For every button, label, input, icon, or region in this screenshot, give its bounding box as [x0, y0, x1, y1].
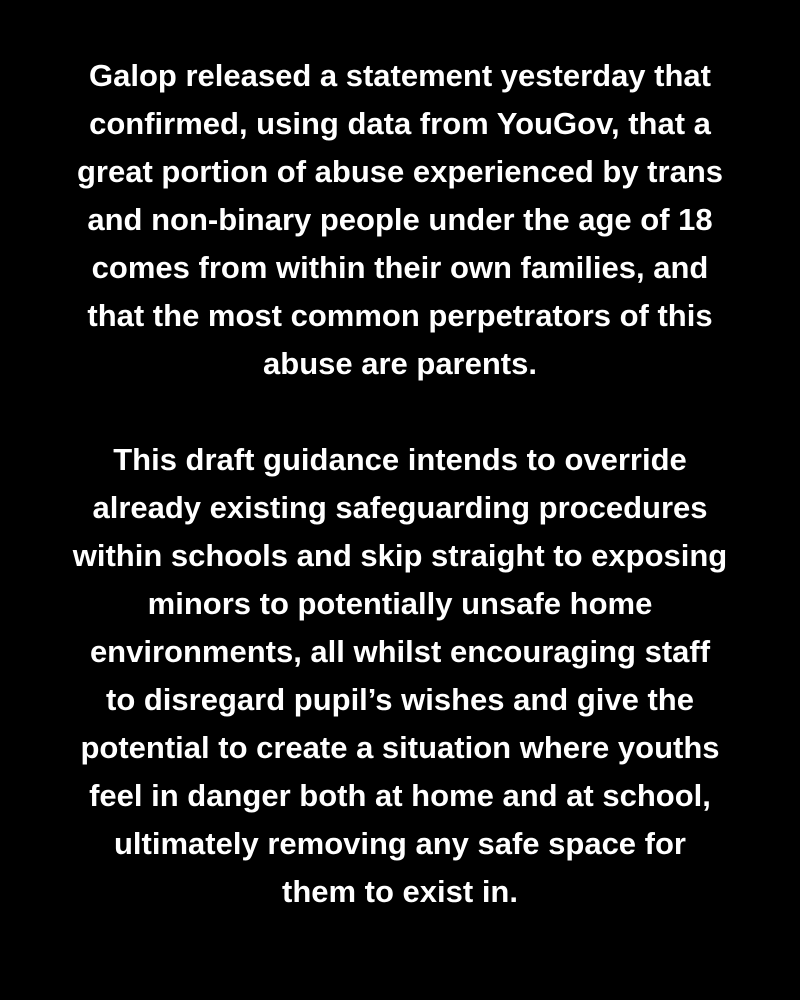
statement-line: within schools and skip straight to exposing — [72, 538, 728, 573]
statement-line: great portion of abuse experienced by trans — [77, 154, 723, 189]
statement-line: confirmed, using data from YouGov, that a — [89, 106, 711, 141]
statement-line: minors to potentially unsafe home — [147, 586, 653, 621]
statement-line: and non-binary people under the age of 18 — [87, 202, 713, 237]
statement-line: them to exist in. — [282, 874, 518, 909]
statement-line: to disregard pupil’s wishes and give the — [106, 682, 694, 717]
statement-line: already existing safeguarding procedures — [92, 490, 708, 525]
statement-line: potential to create a situation where youths — [80, 730, 720, 765]
statement-line: comes from within their own families, and — [91, 250, 709, 285]
statement-line: abuse are parents. — [263, 346, 537, 381]
statement-line: This draft guidance intends to override — [113, 442, 687, 477]
statement-line: feel in danger both at home and at school, — [89, 778, 711, 813]
statement-line: Galop released a statement yesterday that — [89, 58, 711, 93]
statement-line: ultimately removing any safe space for — [114, 826, 686, 861]
statement-paragraph-1 — [12, 52, 788, 388]
statement-paragraph-2 — [12, 436, 788, 916]
statement-line: that the most common perpetrators of this — [87, 298, 713, 333]
statement-line: environments, all whilst encouraging staff — [89, 634, 711, 669]
